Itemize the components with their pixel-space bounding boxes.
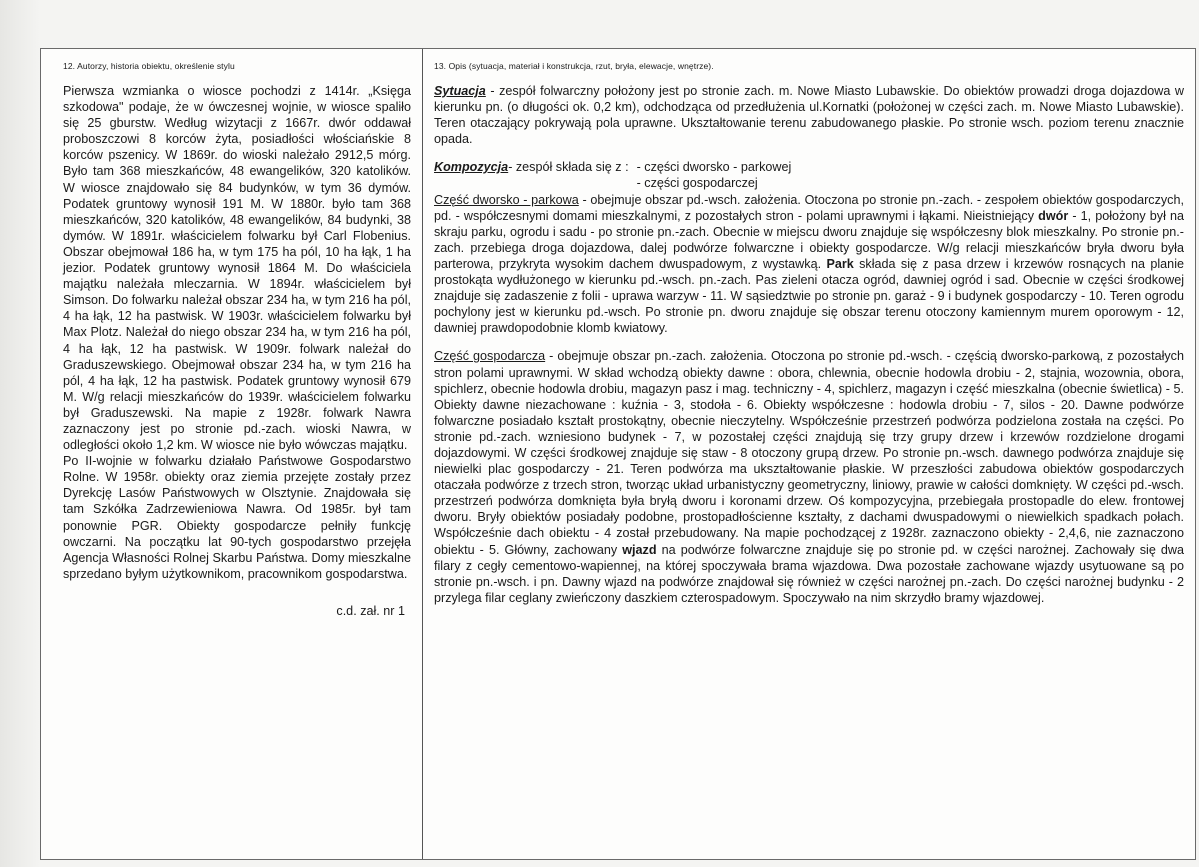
section-dworsko-parkowa [434, 192, 1184, 337]
description-column [434, 61, 1184, 606]
history-paragraph-1: Pierwsza wzmianka o wiosce pochodzi z 1414r. „Księga szkodowa" podaje, że w ówczesnej wojnie, w wiosce spaliło się 25 gburstw. Według wizytacji z 1667r. dwór oddawał proboszczowi 8 korców żyta, posiadłości włościańskie 8 korców pszenicy. W 1869r. do wioski należało 2912,5 mórg. Było tam 368 mieszkańców, 48 ewangelików, 320 katolików. W wiosce znajdowało się 84 budynków, w tym 36 dymów. Podatek gruntowy wynosił 191 M. W 1880r. było tam 368 mieszkańców, 320 katolików, 48 ewangelików, 84 budynki, 38 dymów. W 1891r. właścicielem folwarku był Carl Flobenius. Obszar obejmował 186 ha, w tym 175 ha pól, 10 ha łąk, 1 ha jezior. Podatek gruntowy wynosił 1864 M. Do właściciela majątku należała mleczarnia. W 1894r. właścicielem był Simson. Do folwarku należał obszar 234 ha, w tym 216 ha pól, 4 ha łąk, 12 ha pastwisk. W 1903r. właścicielem folwarku był Max Plotz. Należał do niego obszar 234 ha, w tym 216 ha pól, 4 ha łąk, 12 ha pastwisk. W 1909r. folwark należał do Graduszewskiego. Obejmował obszar 234 ha, w tym 216 ha pól, 4 ha łąk, 12 ha pastwisk. Podatek gruntowy wynosił 679 M. W/g relacji mieszkańców do 1939r. właścicielem folwarku był Graduszewski. Na mapie z 1928r. folwark Nawra zaznaczony jest po stronie pd.-zach. wioski Nawra, w odległości około 1,2 km. W wiosce nie było wówczas majątku. [63, 84, 411, 453]
dworsko-label: Część dworsko - parkowa [434, 192, 579, 207]
gospodarcza-label: Część gospodarcza [434, 349, 546, 364]
dworsko-text-1: - obejmuje obszar pd.-wsch. założenia. Otoczona po stronie pn.-zach. - zespołem obiektów gospodarczych, pd. - współczesnymi domami mieszkalnymi, z pozostałych stron - polami uprawnymi i łąkami. Nieistniejący [434, 192, 1184, 223]
wjazd-term: wjazd [622, 542, 657, 557]
kompozycja-text: - zespół składa się z : [508, 160, 629, 175]
continuation-note: c.d. zał. nr 1 [336, 603, 405, 618]
sytuacja-label: Sytuacja [434, 84, 486, 98]
dwor-term: dwór [1038, 208, 1069, 223]
scan-edge [0, 0, 40, 867]
kompozycja-label: Kompozycja [434, 160, 509, 175]
dworsko-text-2: - 1, położony był na skraju parku, ogrodu i sadu - po stronie pn.-zach. Obecnie w miejscu dworu znajduje się współczesny blok mieszkalny. Po stronie pn.-zach. przebiega droga dojazdowa, dalej podwórze folwarczne i obiekty gospodarcze. W/g relacji mieszkańców bryła dworu była parterowa, przykryta wysokim dachem dwuspadowym, z wystawką. [434, 208, 1184, 271]
column-divider [422, 49, 423, 859]
kompozycja-items [637, 159, 792, 191]
description-header: 13. Opis (sytuacja, materiał i konstrukcja, rzut, bryła, elewacje, wnętrze). [434, 61, 714, 71]
document-sheet [40, 48, 1196, 860]
gospodarcza-text-1: - obejmuje obszar pn.-zach. założenia. Otoczona po stronie pd.-wsch. - częścią dworsko-parkową, z pozostałych stron polami uprawnymi. W skład wchodzą obiekty dawne : obora, chlewnia, obecnie hodowla drobiu - 2, stajnia, wozownia, obora, spichlerz, obecnie hodowla drobiu, magazyn pasz i mag. techniczny - 4, spichlerz, magazyn i część mieszkalna (obecnie świetlica) - 5. Obiekty dawne niezachowane : kuźnia - 3, stodoła - 6. Obiekty współczesne : hodowla drobiu - 7, silos - 20. Dawne podwórze folwarczne posiadało kształt prostokątny, obecnie nieczytelny. Współcześnie przestrzeń podwórza podzielona została na części. Po stronie pd.-zach. wzniesiono budynek - 7, w pozostałej części znajdują się trzy grupy drzew i krzewów rozdzielone drogami dojazdowymi. W części środkowej znajduje się staw - 8 otoczony grupą drzew. Po stronie pn.-wsch. dawnego podwórza znajduje się niewielki plac gospodarczy - 21. Teren podwórza ma ukształtowanie płaskie. W przeszłości zabudowa obiektów gospodarczych otaczała podwórze z trzech stron, tworząc układ urbanistyczny geometryczny, liniowy, prawie w całości domknięty. W części pd.-wsch. przestrzeń podwórza domknięta była bryłą dworu i koronami drzew. Oś kompozycyjna, przebiegała prostopadle do elew. frontowej dworu. Bryły obiektów posiadały podobne, prostopadłościenne kształty, z dachami dwuspadowymi o niewielkich spadkach połach. Współcześnie dach obiektu - 4 został przebudowany. Na mapie pochodzącej z 1928r. zaznaczono obiekty - 2,4,6, nie zaznaczono obiektu - 5. Główny, zachowany [434, 349, 1184, 557]
section-gospodarcza [434, 348, 1184, 606]
history-header: 12. Autorzy, historia obiektu, określenie stylu [63, 61, 235, 71]
sytuacja-text: - zespół folwarczny położony jest po stronie zach. m. Nowe Miasto Lubawskie. Do obiektów prowadzi droga dojazdowa w kierunku pn. (o długości ok. 0,2 km), odchodząca od przedłużenia ul.Kornatki (położonej w części zach. m. Nowe Miasto Lubawskie). Teren otaczający pokrywają pola uprawne. Ukształtowanie terenu zabudowanego płaskie. Po stronie wsch. poziom terenu znacznie opada. [434, 84, 1184, 147]
history-paragraph-2: Po II-wojnie w folwarku działało Państwowe Gospodarstwo Rolne. W 1958r. obiekty oraz ziemia przejęte zostały przez Dyrekcję Lasów Państwowych w Olsztynie. Znajdowała się tam Szkółka Zadrzewieniowa Nawra. Od 1985r. był tam ponownie PGR. Obiekty gospodarcze pełniły funkcję owczarni. Na początku lat 90-tych gospodarstwo przejęła Agencja Własności Rolnej Skarbu Państwa. Domy mieszkalne sprzedano byłym użytkownikom, pracownikom gospodarstwa. [63, 454, 411, 581]
park-term: Park [826, 256, 854, 271]
kompozycja-item-1: - części dworsko - parkowej [636, 160, 792, 175]
history-column [63, 61, 411, 618]
dworsko-text-3: składa się z pasa drzew i krzewów rosnących na planie prostokąta wydłużonego w kierunku pd.-wsch. pn.-zach. Pas zieleni otacza ogród, dawniej ogród i sad. Obecnie w części środkowej znajduje się zadaszenie z folii - uprawa warzyw - 11. W sąsiedztwie po stronie pn. garaż - 9 i budynek gospodarczy - 10. Teren ogrodu pochylony jest w kierunku pd.-wsch. Po stronie pn. dworu znajduje się obszar terenu otoczony kamiennym murem oporowym - 12, dawniej prawdopodobnie klomb kwiatowy. [434, 256, 1184, 336]
kompozycja-item-2: - części gospodarczej [636, 176, 758, 191]
gospodarcza-text-2: na podwórze folwarczne znajduje się po stronie pd. w części narożnej. Zachowały się dwa filary z cegły cementowo-wapiennej, na której spoczywała brama wjazdowa. Dwa pozostałe zachowane wjazdy usytuowane są po stronie pn.-wsch. i pn. Dawny wjazd na podwórze znajdował się również w części narożnej pn.-zach. Do części narożnej budynku - 2 przylega filar ceglany zwieńczony daszkiem czterospadowym. Spoczywało na nim skrzydło bramy wjazdowej. [434, 542, 1184, 605]
section-kompozycja [434, 159, 1184, 191]
section-sytuacja [434, 83, 1184, 147]
